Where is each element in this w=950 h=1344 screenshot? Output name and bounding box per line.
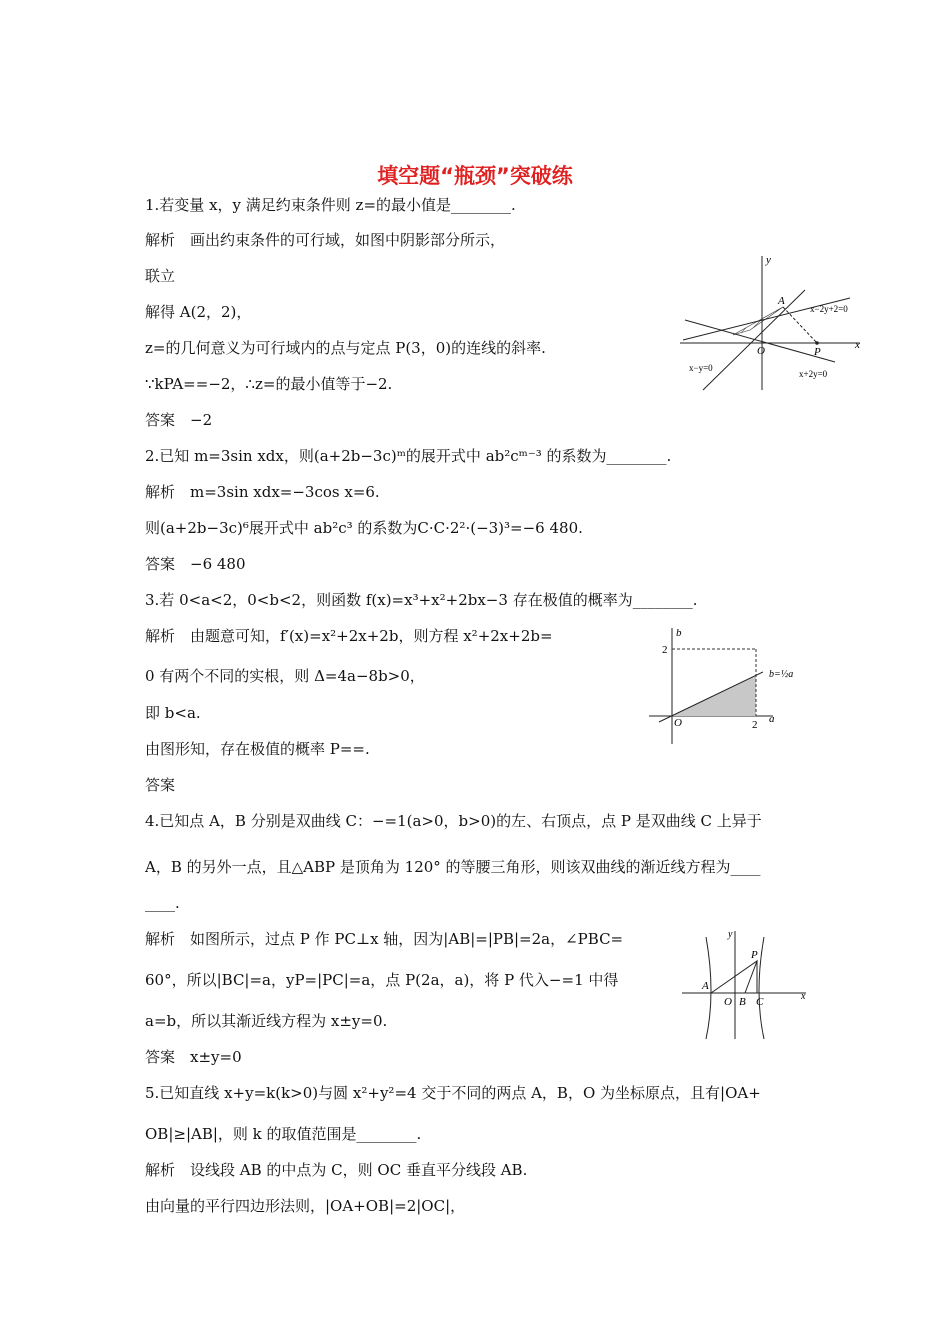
- problem-1-question: 1.若变量 x，y 满足约束条件则 z=的最小值是________.: [145, 196, 516, 214]
- problem-4-solution-line: 解析 如图所示，过点 P 作 PC⊥x 轴，因为|AB|=|PB|=2a，∠PBC=: [145, 930, 624, 948]
- point-c-label: C: [756, 996, 764, 1008]
- problem-4-question: ____.: [145, 894, 180, 912]
- problem-4-answer: 答案 x±y=0: [145, 1048, 242, 1066]
- line-label-3: x+2y=0: [799, 369, 828, 379]
- problem-1-solution-line: 解析 画出约束条件的可行域，如图中阴影部分所示，: [145, 231, 506, 249]
- problem-3-solution-line: 即 b<a.: [145, 704, 201, 722]
- problem-1-solution-line: ∵kPA==−2，∴z=的最小值等于−2.: [145, 375, 393, 393]
- problem-4-solution-line: a=b，所以其渐近线方程为 x±y=0.: [145, 1012, 388, 1030]
- problem-1-answer: 答案 −2: [145, 411, 213, 429]
- problem-3-solution-line: 解析 由题意可知，f′(x)=x²+2x+2b，则方程 x²+2x+2b=: [145, 627, 553, 645]
- line-label-1: x−2y+2=0: [810, 304, 848, 314]
- probability-region-figure: [645, 622, 815, 748]
- point-p-label: P: [751, 949, 758, 961]
- problem-2-question: 2.已知 m=3sin xdx，则(a+2b−3c)ᵐ的展开式中 ab²cᵐ⁻³ 的系数为________.: [145, 447, 672, 465]
- origin-label: O: [724, 996, 732, 1008]
- problem-4-question: 4.已知点 A，B 分别是双曲线 C：−=1(a>0，b>0)的左、右顶点，点 P 是双曲线 C 上异于: [145, 812, 762, 830]
- y-axis-label: y: [728, 929, 733, 940]
- origin-label: O: [674, 717, 682, 729]
- problem-3-solution-line: 0 有两个不同的实根，则 Δ=4a−8b>0，: [145, 667, 425, 685]
- x-axis-label: x: [801, 991, 806, 1002]
- problem-3-answer: 答案: [145, 776, 176, 794]
- problem-1-solution-line: 联立: [145, 267, 176, 285]
- problem-5-question: OB|≥|AB|，则 k 的取值范围是________.: [145, 1125, 422, 1143]
- hyperbola-right-branch: [759, 937, 764, 1039]
- page-title: 填空题“瓶颈”突破练: [377, 164, 573, 188]
- hyperbola-figure: [678, 925, 813, 1043]
- problem-2-answer: 答案 −6 480: [145, 555, 246, 573]
- problem-3-solution-line: 由图形知，存在极值的概率 P==.: [145, 740, 370, 758]
- point-a-label: A: [778, 295, 785, 307]
- line-label: b=½a: [769, 669, 794, 680]
- problem-3-question: 3.若 0<a<2，0<b<2，则函数 f(x)=x³+x²+2bx−3 存在极值的概率为________.: [145, 591, 698, 609]
- point-p-dot: [815, 341, 819, 345]
- problem-1-solution-line: z=的几何意义为可行域内的点与定点 P(3，0)的连线的斜率.: [145, 339, 546, 357]
- problem-4-solution-line: 60°，所以|BC|=a，yP=|PC|=a，点 P(2a，a)，将 P 代入−=1 中得: [145, 971, 619, 989]
- point-a-label: A: [702, 980, 709, 992]
- problem-5-question: 5.已知直线 x+y=k(k>0)与圆 x²+y²=4 交于不同的两点 A，B，O 为坐标原点，且有|OA+: [145, 1084, 761, 1102]
- line-x-minus-y: [703, 290, 805, 390]
- point-p-label: P: [814, 346, 821, 358]
- problem-2-solution-line: 则(a+2b−3c)⁶展开式中 ab²c³ 的系数为C·C·2²·(−3)³=−6 480.: [145, 519, 583, 537]
- triangle-abp: [711, 961, 757, 993]
- point-b-label: B: [739, 996, 746, 1008]
- problem-4-question: A，B 的另外一点，且△ABP 是顶角为 120° 的等腰三角形，则该双曲线的渐近线方程为____: [145, 858, 761, 876]
- a-tick-2: 2: [752, 719, 758, 731]
- problem-5-solution-line: 解析 设线段 AB 的中点为 C，则 OC 垂直平分线段 AB.: [145, 1161, 528, 1179]
- problem-1-solution-line: 解得 A(2，2)，: [145, 303, 252, 321]
- origin-label: O: [757, 345, 765, 357]
- a-axis-label: a: [769, 713, 775, 725]
- problem-5-solution-line: 由向量的平行四边形法则，|OA+OB|=2|OC|，: [145, 1197, 466, 1215]
- x-axis-label: x: [855, 339, 860, 351]
- b-axis-label: b: [676, 627, 682, 639]
- b-tick-2: 2: [662, 644, 668, 656]
- y-axis-label: y: [766, 254, 771, 266]
- feasible-region-figure: [675, 250, 875, 395]
- line-label-2: x−y=0: [689, 363, 713, 373]
- problem-2-solution-line: 解析 m=3sin xdx=−3cos x=6.: [145, 483, 380, 501]
